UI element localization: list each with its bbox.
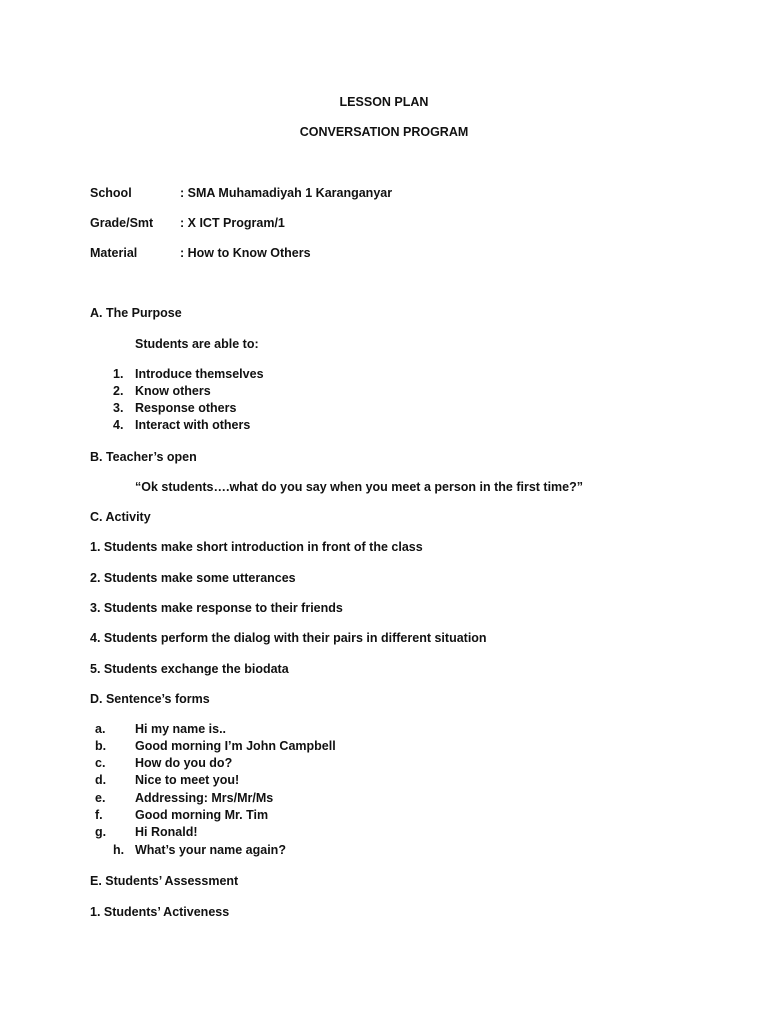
sentence-form-letter: c.: [95, 756, 106, 770]
teacher-open-quote: “Ok students….what do you say when you meet a person in the first time?”: [135, 480, 583, 494]
activity-item: 3. Students make response to their friends: [90, 601, 343, 615]
purpose-item-number: 1.: [113, 367, 124, 381]
purpose-item-number: 2.: [113, 384, 124, 398]
purpose-item-number: 4.: [113, 418, 124, 432]
activity-item: 2. Students make some utterances: [90, 571, 296, 585]
purpose-heading: A. The Purpose: [90, 306, 182, 320]
activity-item: 4. Students perform the dialog with their pairs in different situation: [90, 631, 487, 645]
sentence-form-text: Hi Ronald!: [135, 825, 198, 839]
sentence-form-letter: a.: [95, 722, 106, 736]
document-subtitle: CONVERSATION PROGRAM: [299, 125, 469, 139]
purpose-item-number: 3.: [113, 401, 124, 415]
sentence-form-text: How do you do?: [135, 756, 233, 770]
purpose-item-text: Interact with others: [135, 418, 251, 432]
sentence-form-text: What’s your name again?: [135, 843, 286, 857]
sentence-form-letter: d.: [95, 773, 107, 787]
sentence-form-letter: h.: [113, 843, 125, 857]
grade-label: Grade/Smt: [90, 216, 154, 230]
sentence-forms-heading: D. Sentence’s forms: [90, 692, 210, 706]
activity-heading: C. Activity: [90, 510, 151, 524]
sentence-form-letter: e.: [95, 791, 106, 805]
sentence-form-text: Nice to meet you!: [135, 773, 240, 787]
activity-item: 5. Students exchange the biodata: [90, 662, 289, 676]
grade-value: : X ICT Program/1: [180, 216, 285, 230]
sentence-form-text: Addressing: Mrs/Mr/Ms: [135, 791, 274, 805]
sentence-form-letter: g.: [95, 825, 107, 839]
school-value: : SMA Muhamadiyah 1 Karanganyar: [180, 186, 393, 200]
teacher-open-heading: B. Teacher’s open: [90, 450, 197, 464]
document-title: LESSON PLAN: [339, 95, 429, 109]
sentence-form-text: Good morning Mr. Tim: [135, 808, 269, 822]
material-value: : How to Know Others: [180, 246, 311, 260]
purpose-item-text: Know others: [135, 384, 211, 398]
material-label: Material: [90, 246, 138, 260]
purpose-item-text: Introduce themselves: [135, 367, 264, 381]
sentence-form-text: Hi my name is..: [135, 722, 227, 736]
activity-item: 1. Students make short introduction in front of the class: [90, 540, 423, 554]
sentence-form-text: Good morning I’m John Campbell: [135, 739, 336, 753]
assessment-item: 1. Students’ Activeness: [90, 905, 230, 919]
purpose-item-text: Response others: [135, 401, 237, 415]
school-label: School: [90, 186, 132, 200]
purpose-intro: Students are able to:: [135, 337, 259, 351]
sentence-form-letter: b.: [95, 739, 107, 753]
sentence-form-letter: f.: [95, 808, 103, 822]
assessment-heading: E. Students’ Assessment: [90, 874, 239, 888]
